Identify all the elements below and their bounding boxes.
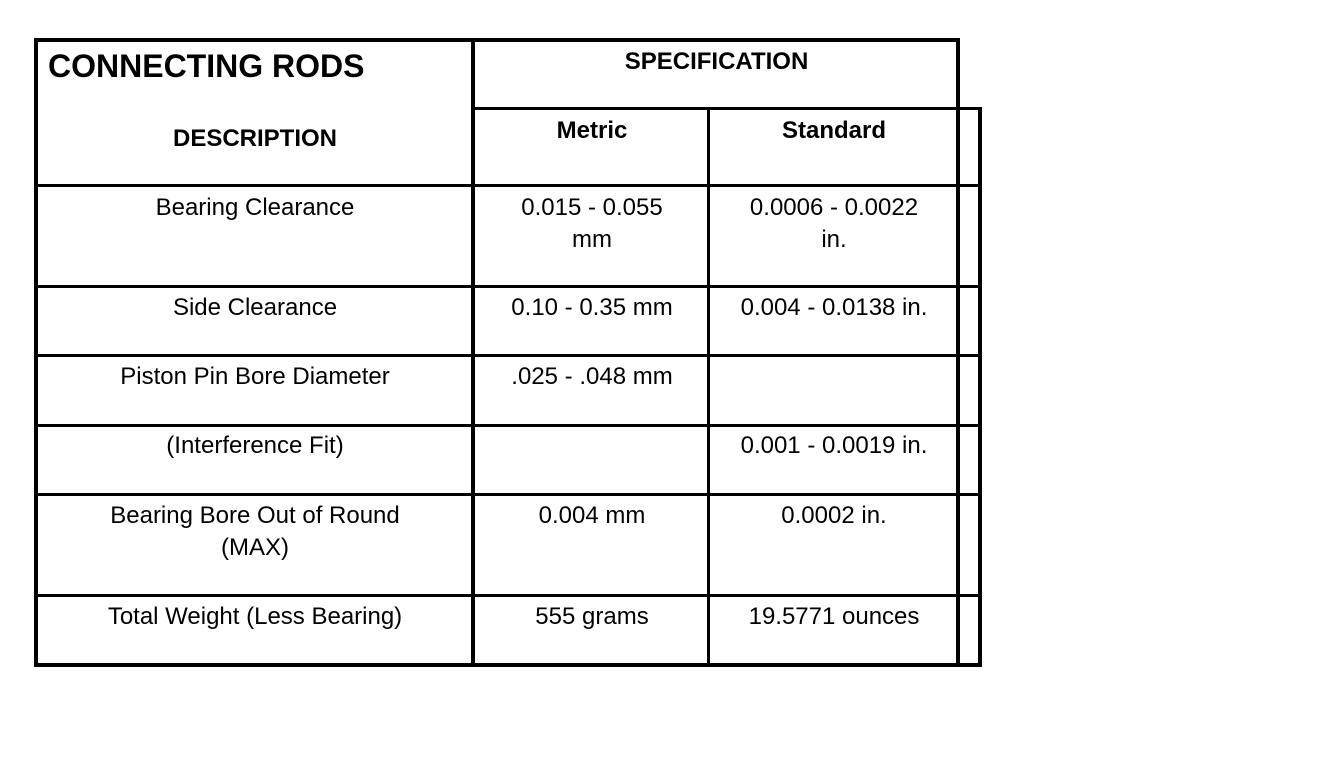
- row6-standard: 19.5771 ounces: [748, 603, 920, 630]
- row3-metric: .025 - .048 mm: [511, 363, 673, 390]
- border-bottom: [34, 663, 982, 667]
- spec-underline: [471, 107, 982, 110]
- row-divider-3: [34, 354, 982, 357]
- row5-standard: 0.0002 in.: [781, 502, 887, 529]
- border-top: [34, 38, 960, 42]
- row4-description: (Interference Fit): [166, 432, 344, 459]
- divider-metric: [707, 108, 710, 667]
- row-divider-2: [34, 285, 982, 288]
- row1-description: Bearing Clearance: [155, 194, 355, 221]
- row1-metric: 0.015 - 0.055 mm: [521, 194, 663, 253]
- row-divider-6: [34, 594, 982, 597]
- table-title: CONNECTING RODS: [48, 48, 365, 84]
- row6-description: Total Weight (Less Bearing): [107, 603, 403, 630]
- border-spec-right: [956, 38, 960, 667]
- row6-metric: 555 grams: [535, 603, 649, 630]
- row-divider-1: [34, 184, 982, 187]
- row5-metric: 0.004 mm: [538, 502, 646, 529]
- row1-standard: 0.0006 - 0.0022 in.: [749, 194, 919, 253]
- row3-description: Piston Pin Bore Diameter: [120, 363, 390, 390]
- border-left: [34, 38, 38, 667]
- row-divider-4: [34, 424, 982, 427]
- specification-header: SPECIFICATION: [624, 48, 809, 75]
- metric-header: Metric: [556, 117, 628, 144]
- row2-description: Side Clearance: [172, 294, 338, 321]
- border-outer-right: [978, 108, 982, 667]
- row5-description: Bearing Bore Out of Round (MAX): [110, 502, 400, 561]
- standard-header: Standard: [781, 117, 886, 144]
- row2-standard: 0.004 - 0.0138 in.: [740, 294, 928, 321]
- row4-standard: 0.001 - 0.0019 in.: [740, 432, 928, 459]
- row-divider-5: [34, 493, 982, 496]
- row2-metric: 0.10 - 0.35 mm: [511, 294, 673, 321]
- description-header: DESCRIPTION: [172, 125, 337, 152]
